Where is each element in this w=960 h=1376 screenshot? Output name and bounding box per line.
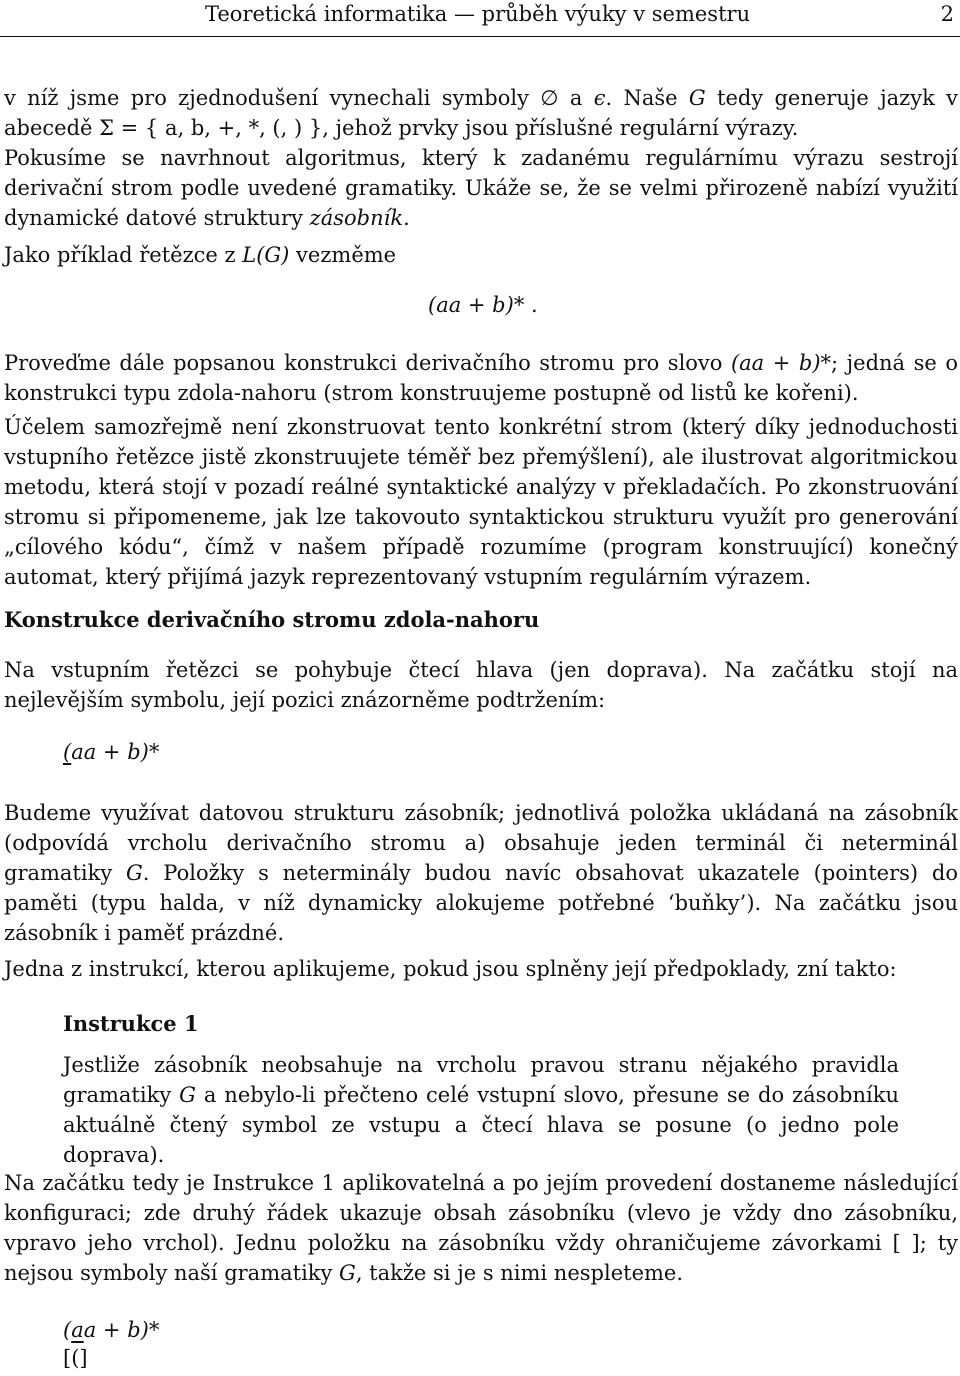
paragraph-example: Jako příklad řetězce z L(G) vezměme (4, 243, 397, 267)
instruction-title: Instrukce 1 (63, 1011, 199, 1036)
display-equation-1: (aa + b)* . (428, 293, 538, 317)
section-heading: Konstrukce derivačního stromu zdola-nahoru (4, 607, 540, 632)
read-head-marker: ( (63, 740, 72, 764)
paragraph-stack: Budeme využívat datovou strukturu zásobník; jednotlivá položka ukládaná na zásobník (odpovídá vrcholu derivačního stromu a) obsahuje jeden terminál či neterminál gramatiky G. Položky s neterminály budou navíc obsahovat ukazatele (pointers) do paměti (typu halda, v níž dynamicky alokujeme potřebné ‘buňky’). Na začátku jsou zásobník i paměť prázdné. (4, 801, 958, 945)
read-head-marker: a (71, 1318, 84, 1342)
configuration-stack: [(] (63, 1346, 88, 1370)
configuration-input: (aa + b)* (63, 1318, 160, 1342)
paragraph-algorithm: Pokusíme se navrhnout algoritmus, který k zadanému regulárnímu výrazu sestrojí derivační strom podle uvedené gramatiky. Ukáže se, že se velmi přirozeně nabízí využití dynamické datové struktury zásobník. (4, 146, 958, 230)
paragraph-read-head: Na vstupním řetězci se pohybuje čtecí hlava (jen doprava). Na začátku stojí na nejlevějším symbolu, její pozici znázorněme podtržením: (4, 658, 958, 712)
page-number: 2 (940, 2, 954, 26)
paragraph-purpose: Účelem samozřejmě není zkonstruovat tento konkrétní strom (který díky jednoduchosti vstupního řetězce jistě zkonstruujete téměř bez přemýšlení), ale ilustrovat algoritmickou metodu, která stojí v pozadí reálné syntaktické analýzy v překladačích. Po zkonstruování stromu si připomeneme, jak lze takovouto syntaktickou strukturu využít pro generování „cílového kódu“, čímž v našem případě rozumíme (program konstruující) konečný automat, který přijímá jazyk reprezentovaný vstupním regulárním výrazem. (4, 415, 958, 589)
running-header (0, 0, 960, 37)
display-equation-2: (aa + b)* (63, 740, 160, 764)
paragraph-instruction-intro: Jedna z instrukcí, kterou aplikujeme, pokud jsou splněny její předpoklady, zní takto: (4, 957, 897, 981)
paragraph-construction: Proveďme dále popsanou konstrukci derivačního stromu pro slovo (aa + b)*; jedná se o konstrukci typu zdola-nahoru (strom konstruujeme postupně od listů ke kořeni). (4, 351, 958, 405)
instruction-body: Jestliže zásobník neobsahuje na vrcholu pravou stranu nějakého pravidla gramatiky G a nebylo-li přečteno celé vstupní slovo, přesune se do zásobníku aktuálně čtený symbol ze vstupu a čtecí hlava se posune (o jedno pole doprava). (63, 1053, 899, 1167)
paragraph-alphabet: v níž jsme pro zjednodušení vynechali symboly ∅ a ϵ. Naše G tedy generuje jazyk v abecedě Σ = { a, b, +, *, (, ) }, jehož prvky jsou příslušné regulární výrazy. (4, 86, 958, 140)
paragraph-configuration: Na začátku tedy je Instrukce 1 aplikovatelná a po jejím provedení dostaneme následující konfiguraci; zde druhý řádek ukazuje obsah zásobníku (vlevo je vždy dno zásobníku, vpravo jeho vrchol). Jednu položku na zásobníku vždy ohraničujeme závorkami [ ]; ty nejsou symboly naší gramatiky G, takže si je s nimi nespleteme. (4, 1171, 958, 1285)
running-title: Teoretická informatika — průběh výuky v semestru (205, 2, 751, 26)
